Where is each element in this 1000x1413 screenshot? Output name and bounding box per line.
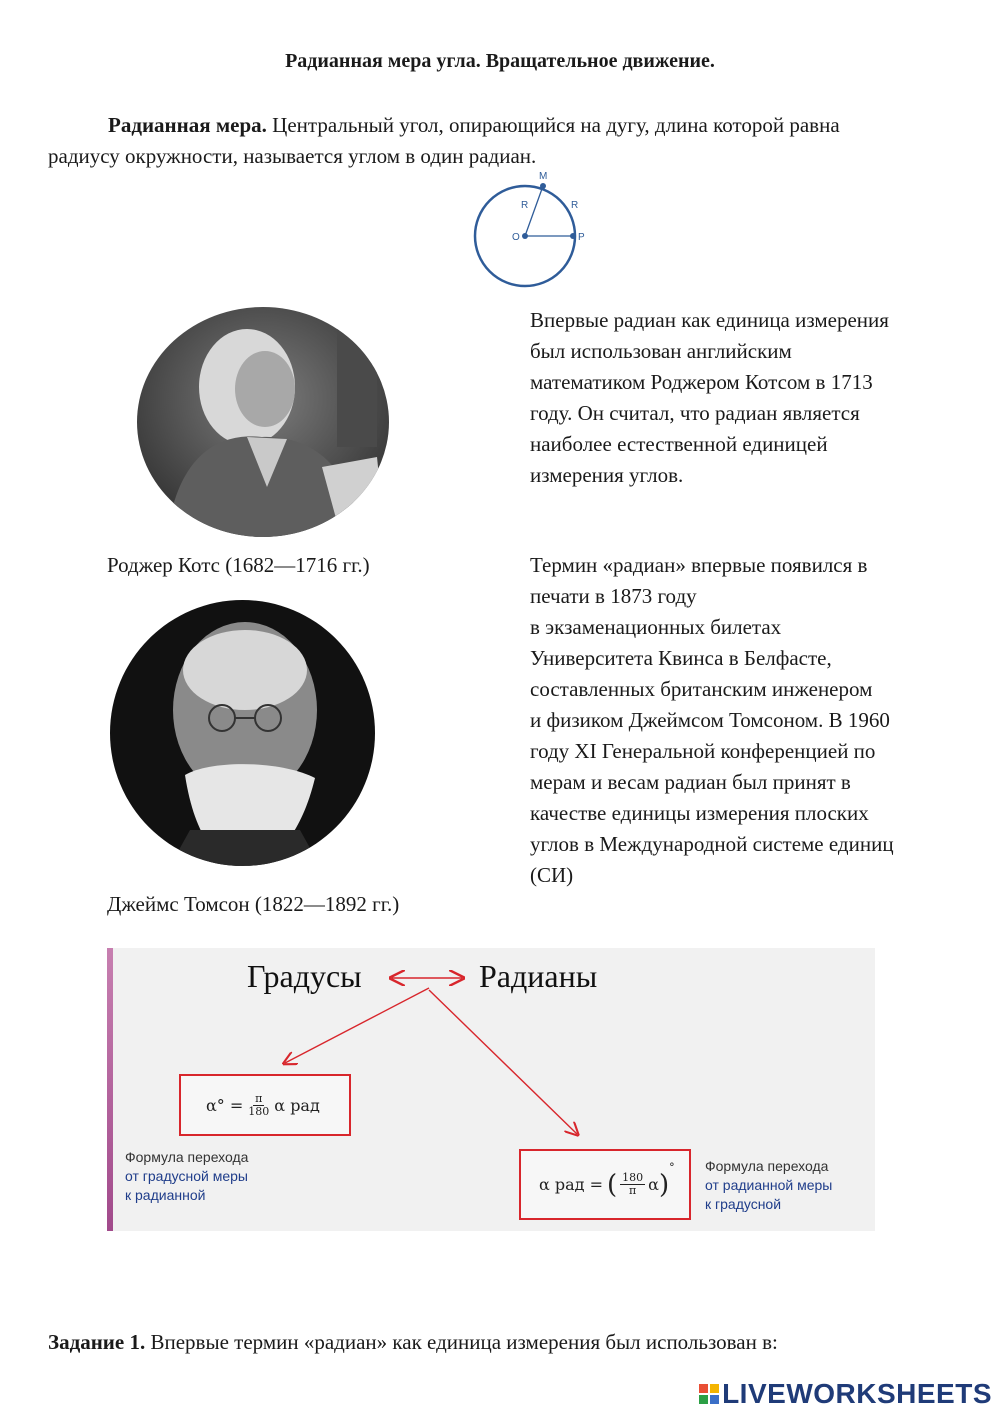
formula2-numerator: 180 (622, 1171, 644, 1184)
formula2-denominator: π (629, 1184, 637, 1197)
note1-line: к радианной (125, 1187, 206, 1203)
note-degrees-to-radians (125, 1148, 248, 1205)
arrow-to-formula1 (285, 988, 429, 1063)
note2-line: Формула перехода (705, 1158, 829, 1174)
liveworksheets-logo (699, 1378, 992, 1410)
cotes-line: был использован английским (530, 339, 792, 363)
cotes-line: математиком Роджером Котсом в 1713 (530, 370, 873, 394)
thomson-line: составленных британским инженером (530, 677, 873, 701)
thomson-line: году XI Генеральной конференцией по (530, 739, 876, 763)
task-number: Задание 1. (48, 1330, 146, 1354)
logo-text: LIVEWORKSHEETS (722, 1378, 992, 1409)
label-r-left: R (521, 200, 529, 211)
note1-line: Формула перехода (125, 1149, 249, 1165)
thomson-portrait (110, 600, 375, 866)
intro-line2: радиусу окружности, называется углом в один радиан. (48, 144, 537, 168)
cotes-line: наиболее естественной единицей (530, 432, 828, 456)
cotes-caption: Роджер Котс (1682—1716 гг.) (107, 553, 370, 577)
radius-om (525, 186, 543, 236)
formula2-degree-sign: ° (669, 1161, 675, 1174)
cotes-line: году. Он считал, что радиан является (530, 401, 860, 425)
formula-radians-to-degrees (519, 1149, 691, 1220)
intro-line1: Центральный угол, опирающийся на дугу, длина которой равна (266, 113, 840, 137)
cotes-line: Впервые радиан как единица измерения (530, 308, 889, 332)
cotes-portrait-image (137, 307, 389, 537)
note1-line: от градусной меры (125, 1168, 248, 1184)
formula1-lhs: α° = (206, 1095, 244, 1115)
note2-line: от радианной меры (705, 1177, 833, 1193)
degrees-label: Градусы (247, 958, 362, 994)
formula2-lhs: α рад = (539, 1175, 604, 1194)
thomson-line: Университета Квинса в Белфасте, (530, 646, 832, 670)
thomson-portrait-image (110, 600, 375, 866)
formula2-fraction (620, 1172, 645, 1197)
thomson-line: (СИ) (530, 863, 574, 887)
note2-line: к градусной (705, 1196, 782, 1212)
formula2-rhs: α (648, 1175, 659, 1194)
task-1 (48, 1330, 778, 1355)
formula-degrees-to-radians (179, 1074, 351, 1136)
thomson-line: качестве единицы измерения плоских (530, 801, 869, 825)
cotes-portrait (137, 307, 389, 537)
task-text: Впервые термин «радиан» как единица измерения был использован в: (145, 1330, 778, 1354)
note-radians-to-degrees (705, 1157, 832, 1214)
thomson-line: мерам и весам радиан был принят в (530, 770, 851, 794)
label-r-right: R (571, 200, 579, 211)
formula1-rhs: α рад (274, 1095, 320, 1115)
point-o (522, 233, 528, 239)
thomson-line: печати в 1873 году (530, 584, 697, 608)
label-o: O (512, 232, 520, 243)
point-m (540, 183, 546, 189)
thomson-paragraph (530, 550, 960, 891)
cotes-line: измерения углов. (530, 463, 684, 487)
conversion-formula-panel (107, 948, 875, 1231)
radian-circle-diagram (465, 168, 595, 288)
page-title: Радианная мера угла. Вращательное движение. (285, 50, 715, 72)
formula1-denominator: 180 (248, 1104, 270, 1118)
label-m: M (539, 171, 548, 182)
thomson-line: Термин «радиан» впервые появился в (530, 553, 868, 577)
thomson-line: в экзаменационных билетах (530, 615, 782, 639)
formula1-fraction (248, 1093, 269, 1118)
thomson-line: и физиком Джеймсом Томсоном. В 1960 (530, 708, 890, 732)
point-p (570, 233, 576, 239)
thomson-caption: Джеймс Томсон (1822—1892 гг.) (107, 892, 400, 916)
thomson-line: углов в Международной системе единиц (530, 832, 894, 856)
arrow-to-formula2 (429, 990, 577, 1134)
cotes-paragraph (530, 305, 950, 491)
intro-term: Радианная мера. (108, 113, 267, 137)
formula1-numerator: π (255, 1091, 263, 1105)
intro-paragraph (48, 110, 953, 172)
formula2-close-paren: ) (658, 1169, 670, 1200)
formula2-open-paren: ( (607, 1169, 618, 1200)
radians-label: Радианы (479, 958, 598, 994)
label-p: P (578, 232, 585, 243)
logo-icon (699, 1384, 719, 1404)
